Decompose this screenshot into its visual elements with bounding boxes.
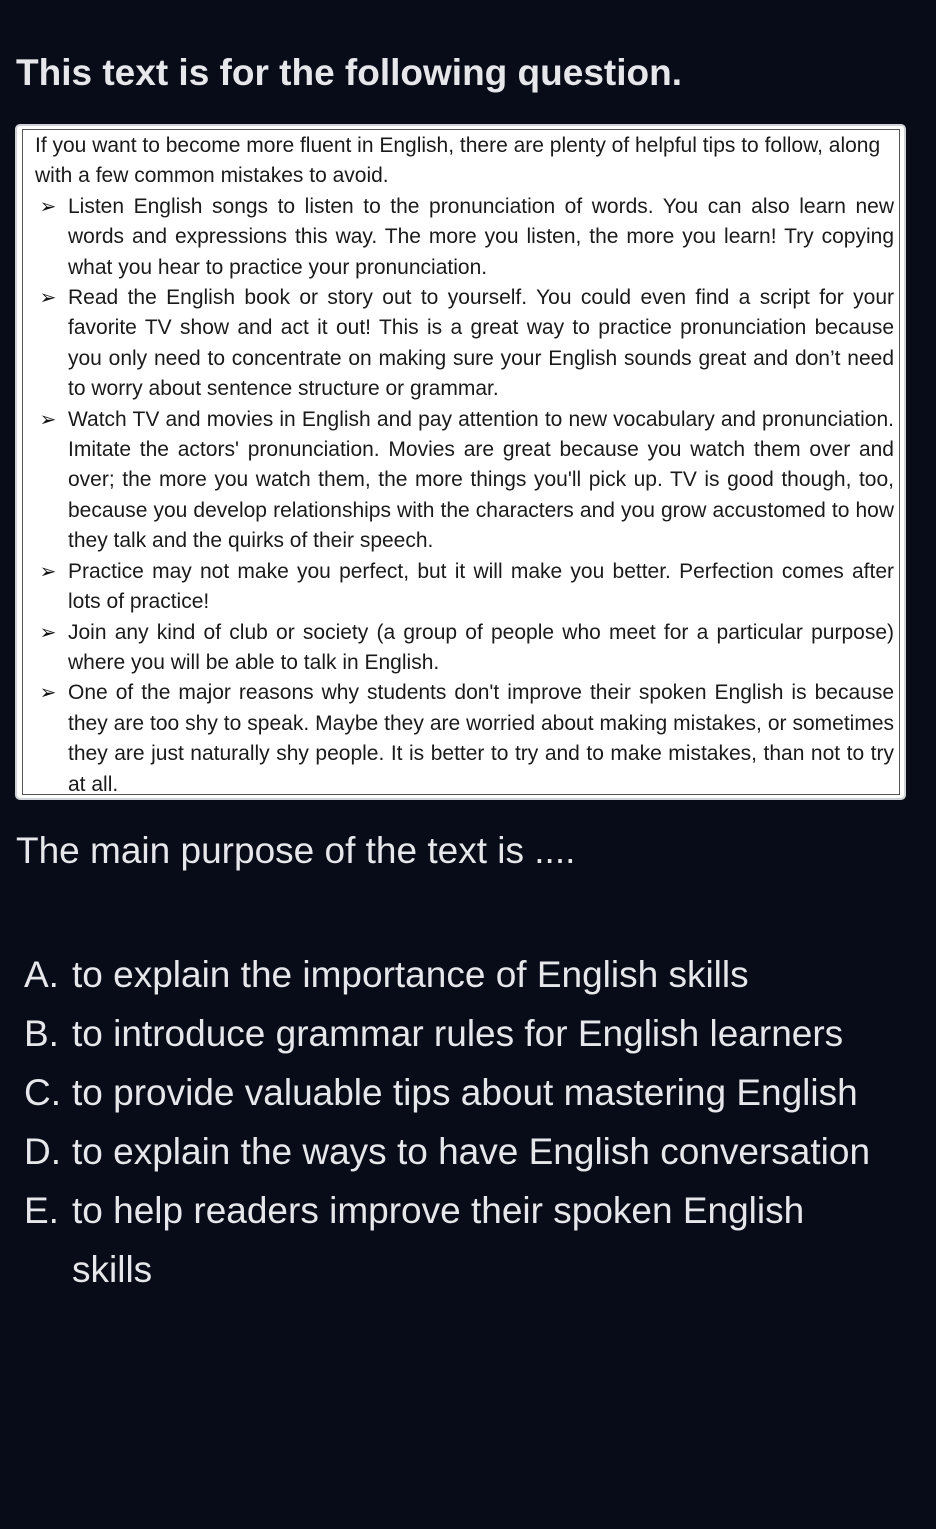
tip-text: Listen English songs to listen to the pronunciation of words. You can also learn new words and expressions this way. The more you listen, the more you learn! Try copying what you hear to practice your pronunciation.: [68, 194, 894, 279]
option-text: to explain the ways to have English conversation: [72, 1131, 871, 1172]
option-letter: B.: [24, 1013, 59, 1054]
passage-intro: If you want to become more fluent in English, there are plenty of helpful tips to follow, along with a few common mistakes to avoid.: [35, 134, 881, 188]
tip-item: [35, 405, 894, 557]
option-text: to provide valuable tips about mastering English: [72, 1072, 858, 1113]
option-b[interactable]: [24, 1004, 914, 1063]
tip-text: Practice may not make you perfect, but it will make you better. Perfection comes after lots of practice!: [68, 559, 894, 614]
arrow-bullet-icon: ➢: [39, 560, 57, 583]
arrow-bullet-icon: ➢: [39, 408, 57, 431]
option-a[interactable]: [24, 945, 914, 1004]
tips-list: [35, 192, 894, 800]
tip-item: [35, 283, 894, 405]
option-text: to help readers improve their spoken English skills: [72, 1190, 805, 1290]
tip-text: Read the English book or story out to yourself. You could even find a script for your favorite TV show and act it out! This is a great way to practice pronunciation because you only need to concentrate on making sure your English sounds great and don’t need to worry about sentence structure or grammar.: [68, 286, 894, 401]
option-letter: C.: [24, 1072, 61, 1113]
arrow-bullet-icon: ➢: [39, 195, 57, 218]
arrow-bullet-icon: ➢: [39, 682, 57, 705]
option-letter: A.: [24, 954, 59, 995]
question-header: This text is for the following question.: [16, 52, 682, 93]
option-text: to introduce grammar rules for English learners: [72, 1013, 844, 1054]
option-text: to explain the importance of English skills: [72, 954, 749, 995]
tip-text: Join any kind of club or society (a group of people who meet for a particular purpose) where you will be able to talk in English.: [68, 620, 894, 674]
tip-text: Watch TV and movies in English and pay attention to new vocabulary and pronunciation. Imitate the actors' pronunciation. Movies are great because you watch them over and over; the more you watch them, the more things you'll pick up. TV is good though, too, because you develop relationships with the characters and you grow accustomed to how they talk and the quirks of their speech.: [68, 407, 894, 553]
question-prompt: The main purpose of the text is ....: [16, 830, 576, 871]
answer-options: [24, 945, 914, 1299]
tip-item: [35, 618, 894, 679]
option-d[interactable]: [24, 1122, 914, 1181]
tip-item: [35, 678, 894, 800]
arrow-bullet-icon: ➢: [39, 621, 57, 644]
option-letter: E.: [24, 1190, 59, 1231]
option-e[interactable]: [24, 1181, 914, 1299]
reading-passage: [15, 124, 906, 800]
arrow-bullet-icon: ➢: [39, 287, 57, 310]
tip-item: [35, 192, 894, 283]
tip-item: [35, 557, 894, 618]
option-letter: D.: [24, 1131, 61, 1172]
option-c[interactable]: [24, 1063, 914, 1122]
tip-text: One of the major reasons why students don't improve their spoken English is because they are too shy to speak. Maybe they are worried about making mistakes, or sometimes they are just naturally shy people. It is better to try and to make mistakes, than not to try at all.: [68, 681, 894, 796]
